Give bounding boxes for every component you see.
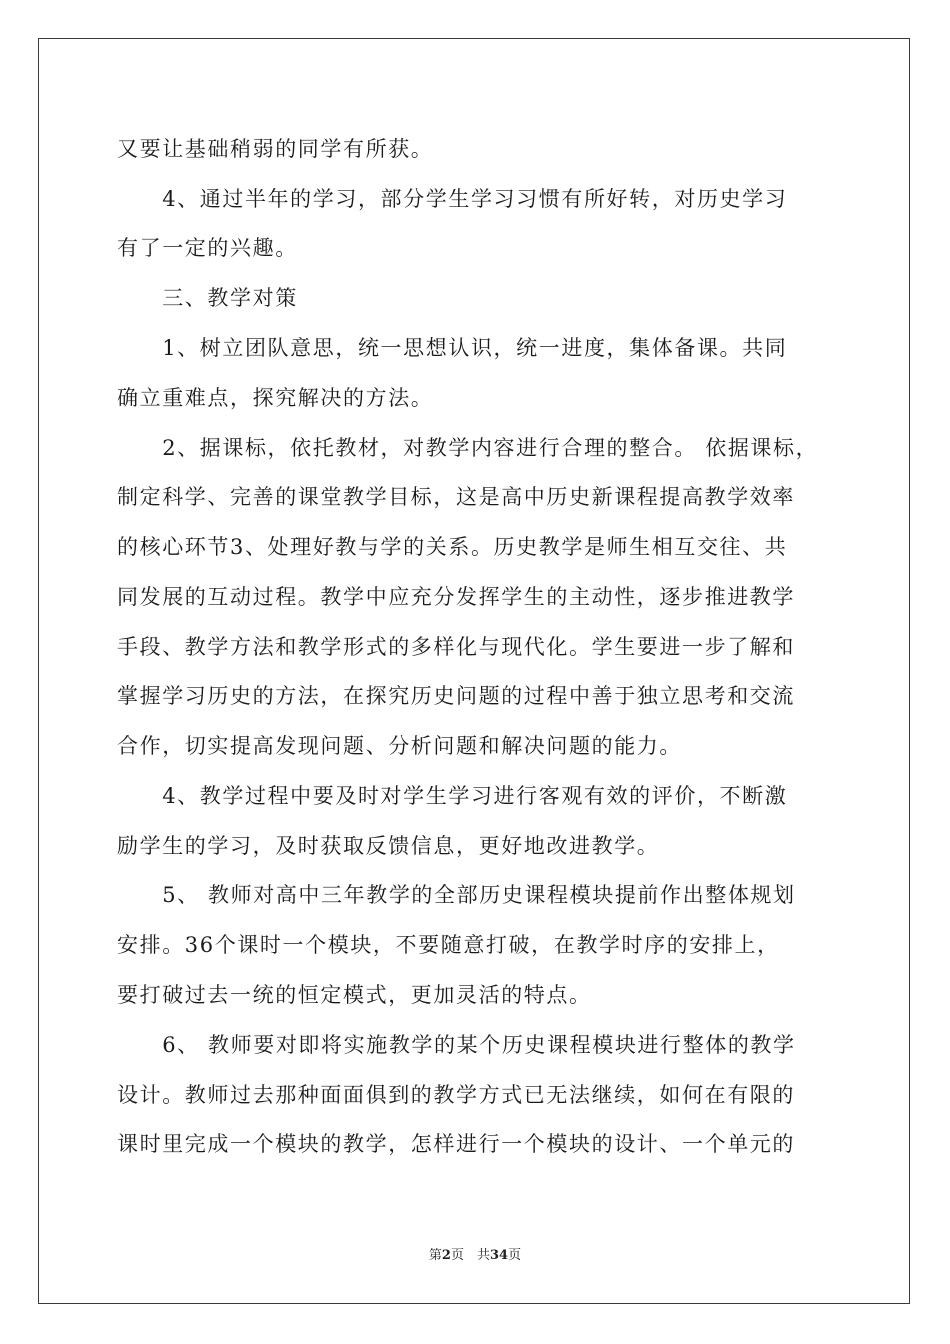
text-line: 同发展的互动过程。教学中应充分发挥学生的主动性，逐步推进教学 <box>117 585 795 609</box>
section-heading: 三、教学对策 <box>117 286 298 310</box>
text-line: 确立重难点，探究解决的方法。 <box>117 386 434 410</box>
text-line: 手段、教学方法和教学形式的多样化与现代化。学生要进一步了解和 <box>117 635 795 659</box>
text-line: 合作，切实提高发现问题、分析问题和解决问题的能力。 <box>117 734 682 758</box>
total-page-number: 34 <box>489 1248 509 1263</box>
page-footer <box>0 1247 950 1265</box>
text-line: 又要让基础稍弱的同学有所获。 <box>117 137 434 161</box>
text-line: 6、 教师要对即将实施教学的某个历史课程模块进行整体的教学 <box>117 1033 796 1057</box>
text-line: 设计。教师过去那种面面俱到的教学方式已无法继续，如何在有限的 <box>117 1083 795 1107</box>
text-line: 的核心环节3、处理好教与学的关系。历史教学是师生相互交往、共 <box>117 535 788 559</box>
page-suffix: 页 <box>508 1248 522 1263</box>
page-border <box>38 38 910 1304</box>
text-line: 制定科学、完善的课堂教学目标，这是高中历史新课程提高教学效率 <box>117 485 795 509</box>
text-line: 1、树立团队意思，统一思想认识，统一进度，集体备课。共同 <box>117 336 788 360</box>
text-line: 安排。36个课时一个模块，不要随意打破，在教学时序的安排上， <box>117 933 780 957</box>
current-page-number: 2 <box>441 1248 451 1263</box>
text-line: 课时里完成一个模块的教学，怎样进行一个模块的设计、一个单元的 <box>117 1132 795 1156</box>
page-prefix: 第 <box>428 1248 442 1263</box>
text-line: 有了一定的兴趣。 <box>117 236 298 260</box>
text-line: 掌握学习历史的方法，在探究历史问题的过程中善于独立思考和交流 <box>117 684 795 708</box>
text-line: 4、教学过程中要及时对学生学习进行客观有效的评价，不断激 <box>117 784 788 808</box>
text-line: 要打破过去一统的恒定模式，更加灵活的特点。 <box>117 983 592 1007</box>
text-line: 2、据课标，依托教材，对教学内容进行合理的整合。 依据课标， <box>117 436 819 460</box>
text-line: 5、 教师对高中三年教学的全部历史课程模块提前作出整体规划 <box>117 883 796 907</box>
page-mid: 页 共 <box>450 1248 490 1263</box>
text-line: 励学生的学习，及时获取反馈信息，更好地改进教学。 <box>117 834 660 858</box>
text-line: 4、通过半年的学习，部分学生学习习惯有所好转，对历史学习 <box>117 187 788 211</box>
